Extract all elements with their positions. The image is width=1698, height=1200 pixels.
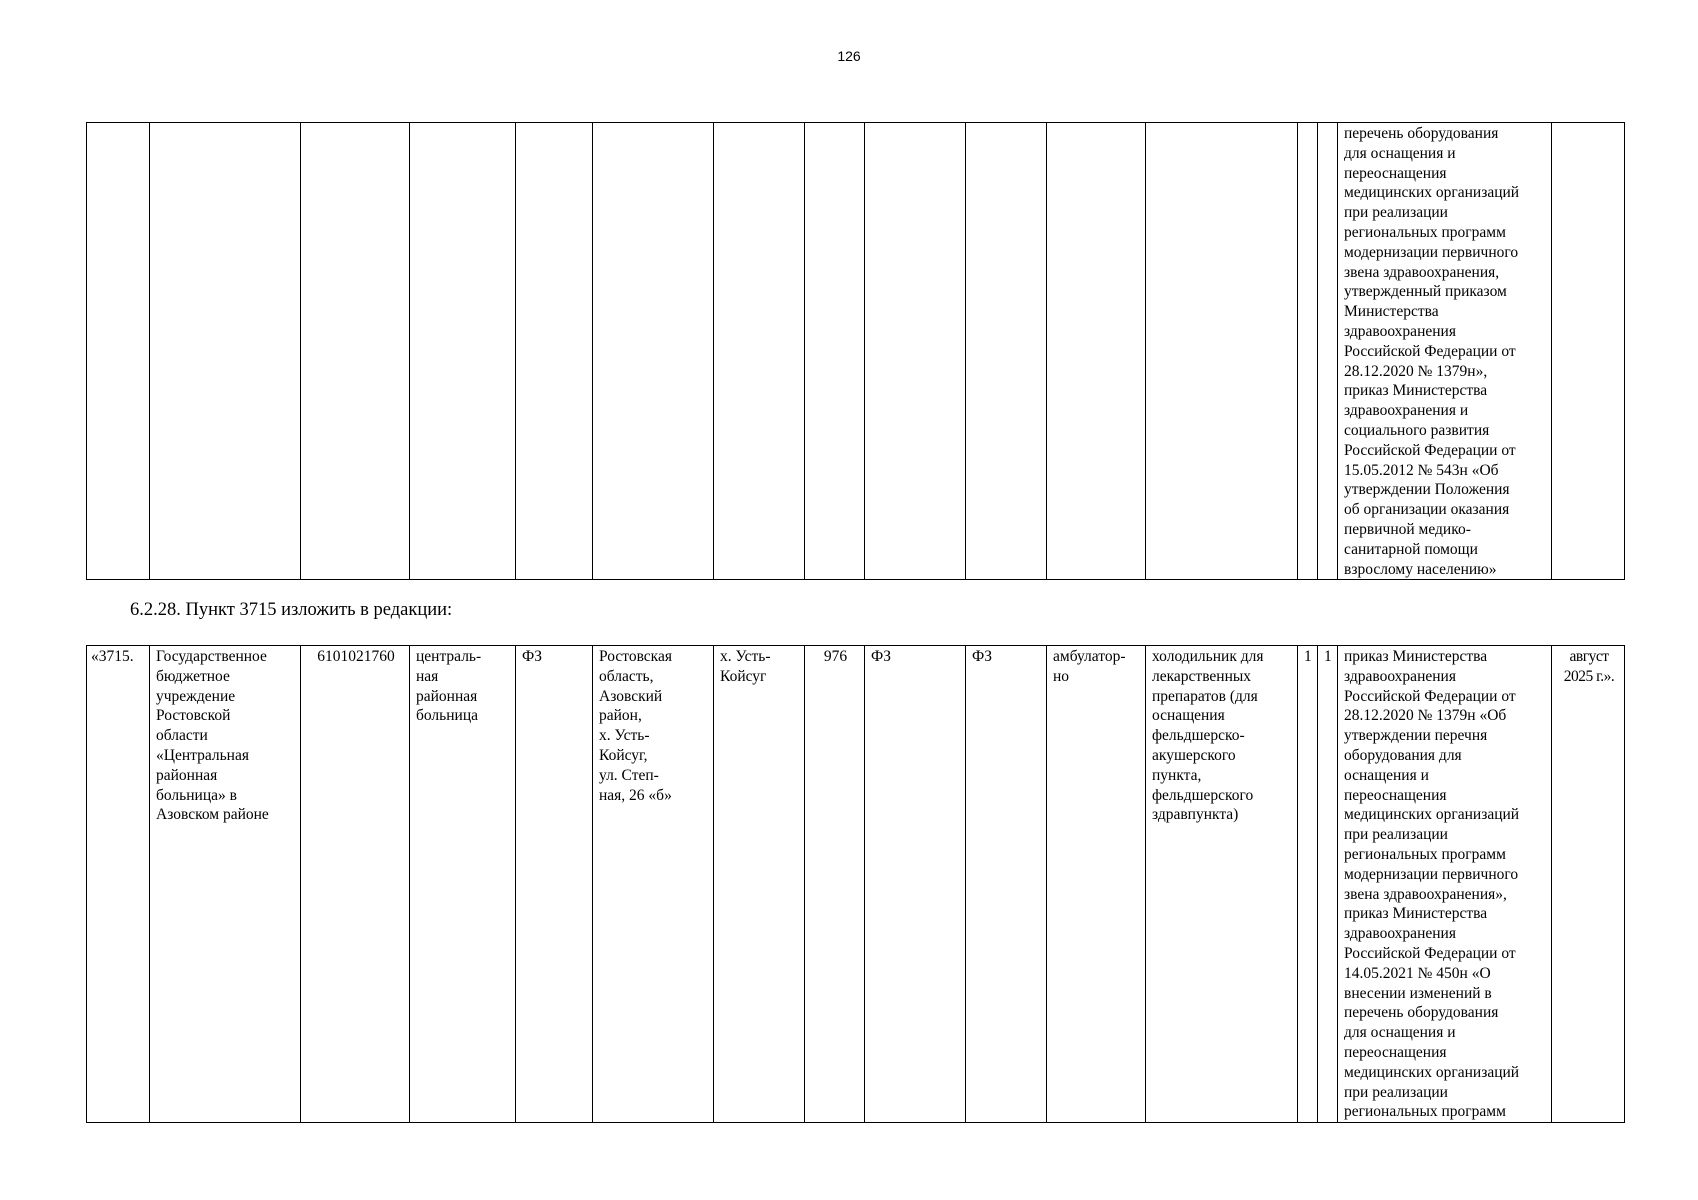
cell-organization: Государственное бюджетное учреждение Ростовской области «Центральная районная больница» в Азовском районе (150, 646, 301, 1123)
cell-fz3 (966, 123, 1047, 580)
table-row (87, 123, 1625, 580)
cell-population: 976 (805, 646, 865, 1123)
cell-org-type (410, 123, 516, 580)
cell-qty2: 1 (1318, 646, 1338, 1123)
cell-number: «3715. (87, 646, 150, 1123)
cell-number (87, 123, 150, 580)
cell-address (593, 123, 714, 580)
table-continued (86, 122, 1625, 580)
cell-legal-basis: приказ Министерства здравоохранения Российской Федерации от 28.12.2020 № 1379н «Об утверждении перечня оборудования для оснащения и переоснащения медицинских организаций при реализации региональных программ модернизации первичного звена здравоохранения», приказ Министерства здравоохранения Российской Федерации от 14.05.2021 № 450н «О внесении изменений в перечень оборудования для оснащения и переоснащения медицинских организаций при реализации региональных программ (1338, 646, 1552, 1123)
cell-fz3: ФЗ (966, 646, 1047, 1123)
cell-fz2: ФЗ (865, 646, 966, 1123)
table-row (87, 646, 1625, 1123)
cell-qty1: 1 (1298, 646, 1318, 1123)
cell-deadline (1552, 123, 1625, 580)
cell-org-type: централь- ная районная больница (410, 646, 516, 1123)
cell-fz1: ФЗ (516, 646, 593, 1123)
cell-care-form: амбулатор- но (1047, 646, 1146, 1123)
cell-deadline: август 2025 г.». (1552, 646, 1625, 1123)
cell-settlement (714, 123, 805, 580)
cell-equipment: холодильник для лекарственных препаратов (для оснащения фельдшерско- акушерского пункта, фельдшерского здравпункта) (1146, 646, 1298, 1123)
table-row-3715 (86, 645, 1625, 1123)
cell-inn: 6101021760 (301, 646, 410, 1123)
cell-qty2 (1318, 123, 1338, 580)
cell-equipment (1146, 123, 1298, 580)
cell-care-form (1047, 123, 1146, 580)
cell-fz1 (516, 123, 593, 580)
cell-settlement: х. Усть- Койсуг (714, 646, 805, 1123)
cell-legal-basis: перечень оборудования для оснащения и переоснащения медицинских организаций при реализации региональных программ модернизации первичного звена здравоохранения, утвержденный приказом Министерства здравоохранения Российской Федерации от 28.12.2020 № 1379н», приказ Министерства здравоохранения и социального развития Российской Федерации от 15.05.2012 № 543н «Об утверждении Положения об организации оказания первичной медико- санитарной помощи взрослому населению» (1338, 123, 1552, 580)
cell-fz2 (865, 123, 966, 580)
section-heading: 6.2.28. Пункт 3715 изложить в редакции: (130, 600, 453, 620)
cell-inn (301, 123, 410, 580)
cell-population (805, 123, 865, 580)
cell-organization (150, 123, 301, 580)
cell-qty1 (1298, 123, 1318, 580)
page-number: 126 (837, 48, 861, 64)
cell-address: Ростовская область, Азовский район, х. Усть- Койсуг, ул. Степ- ная, 26 «б» (593, 646, 714, 1123)
